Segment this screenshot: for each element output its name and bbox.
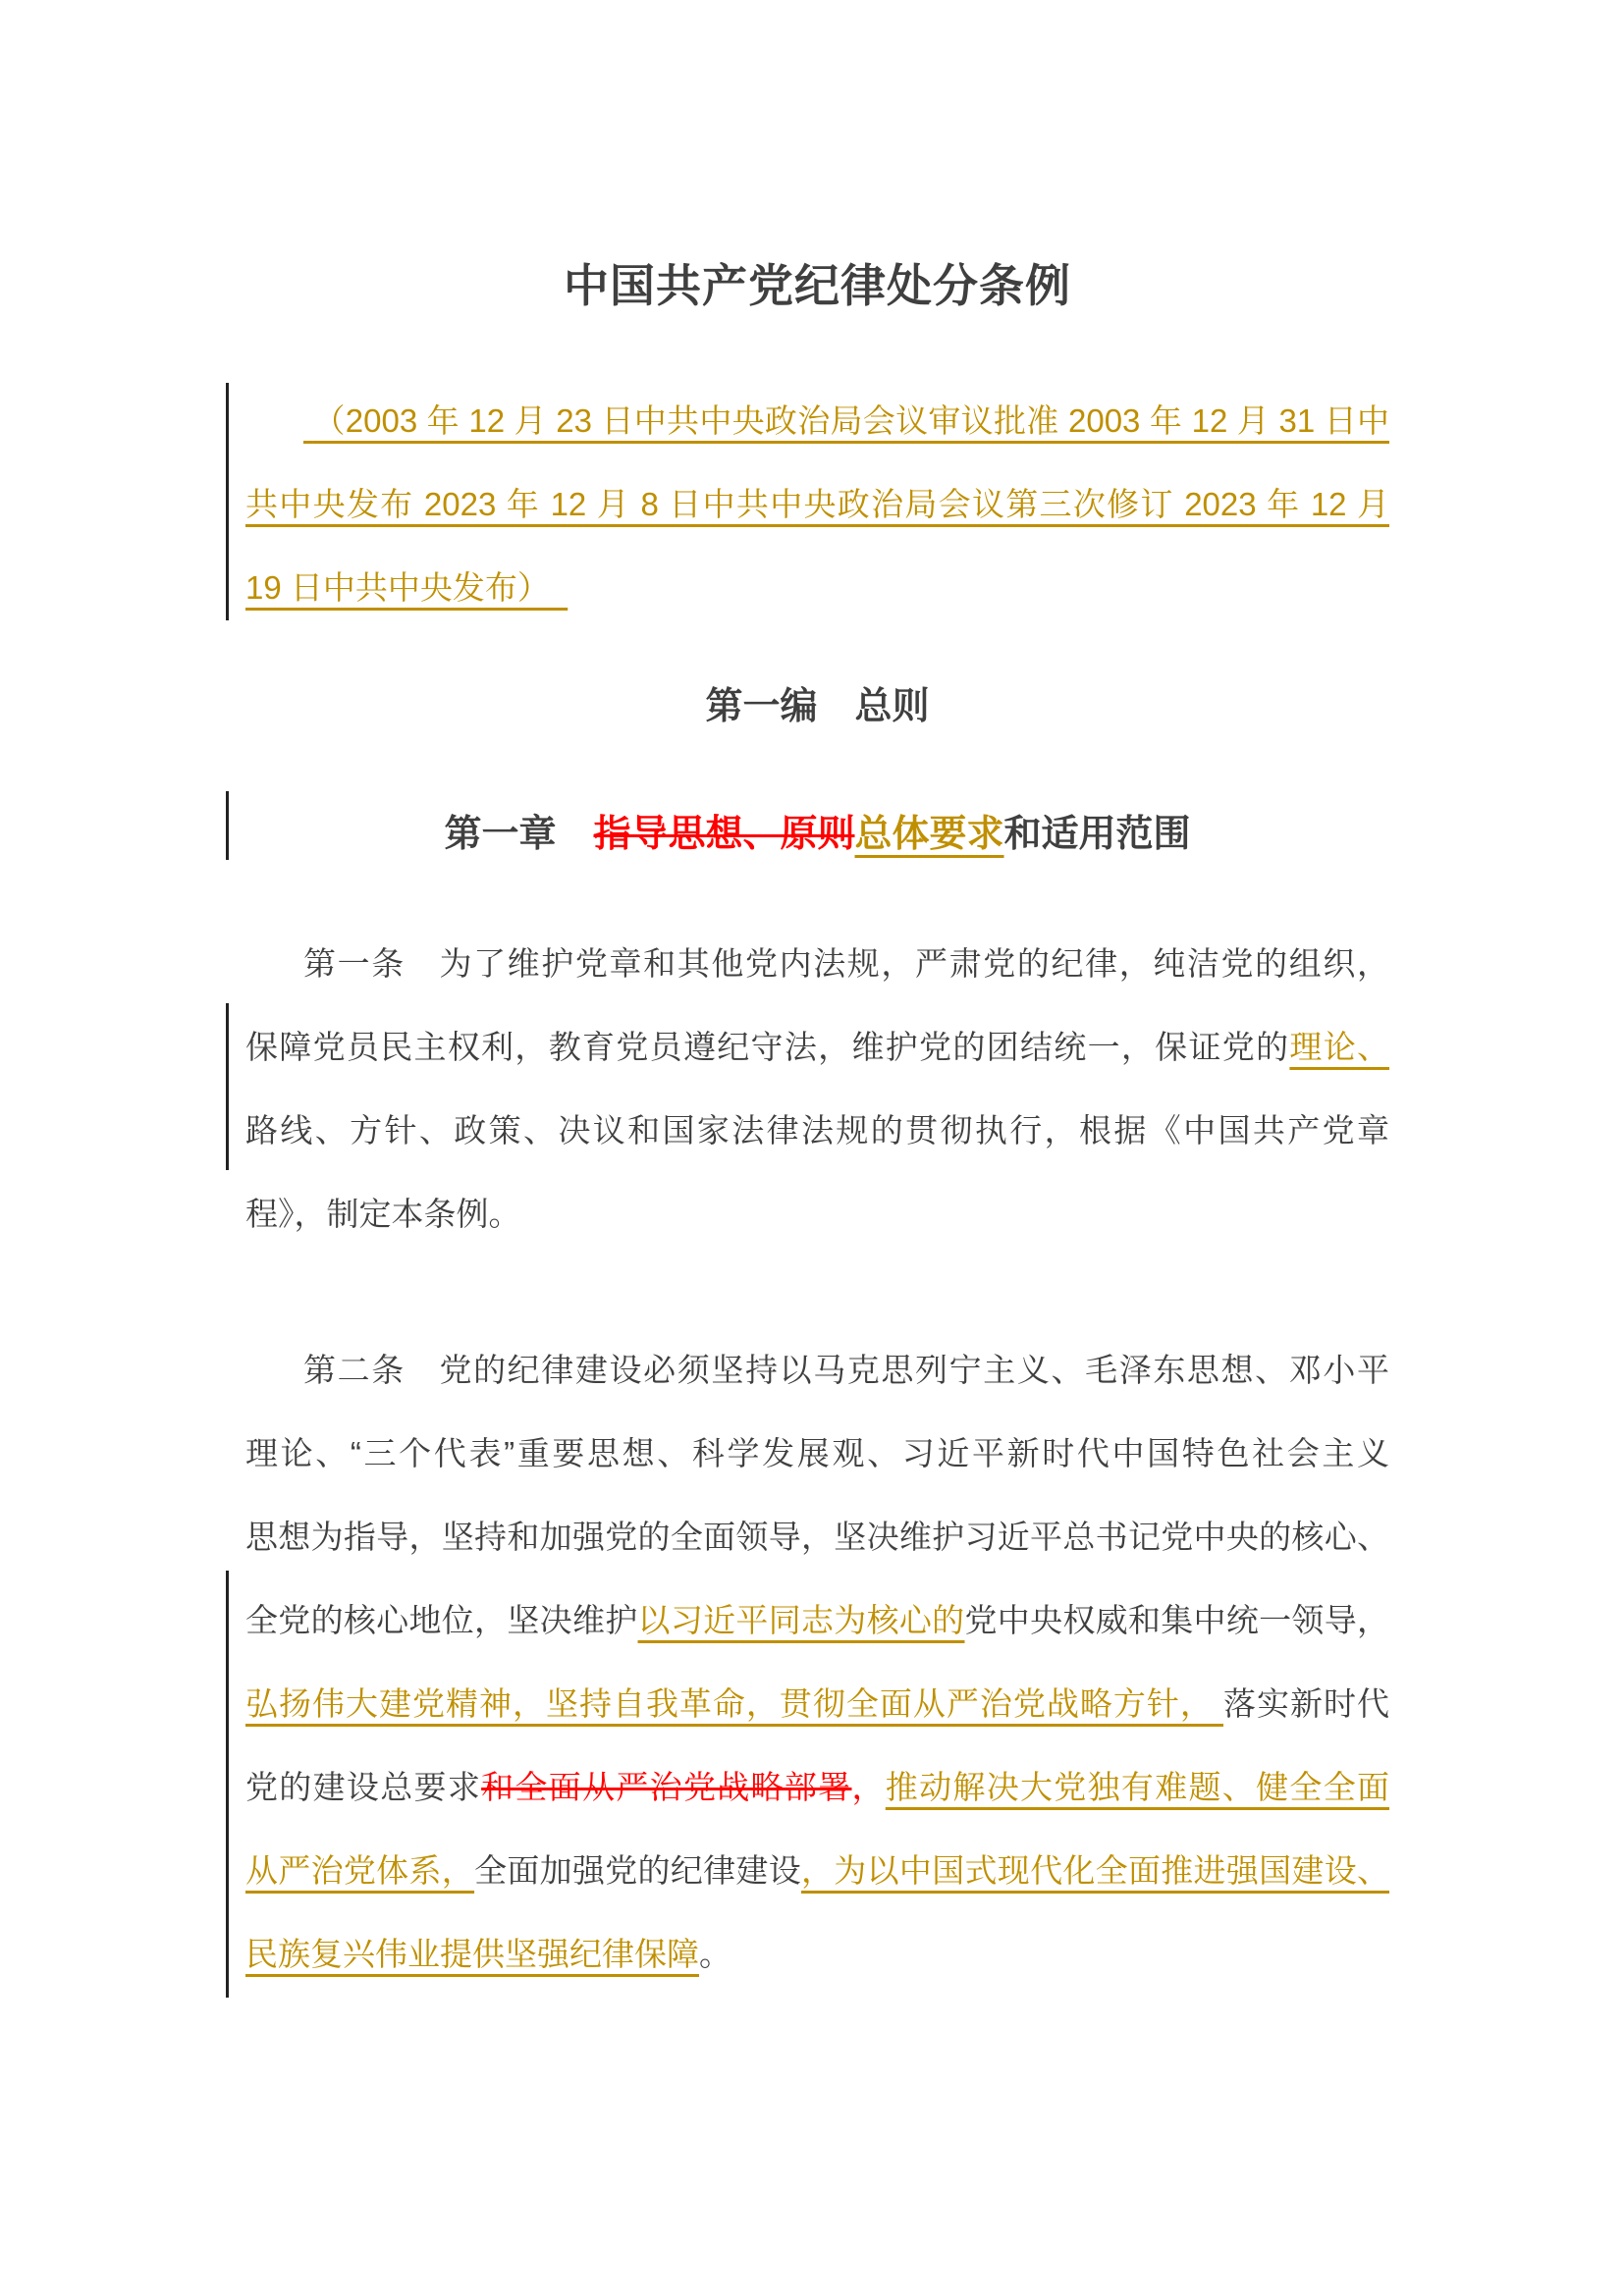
- text-run: 程》，制定本条例。: [245, 1196, 521, 1232]
- revision-note: [245, 379, 1389, 629]
- heading-line: [245, 793, 1389, 877]
- deleted-text-run: 指导思想、原则: [593, 814, 855, 855]
- change-bar: [226, 1571, 229, 1998]
- text-run: 第一章: [444, 814, 594, 855]
- text-run: 党中央权威和集中统一领导，: [964, 1602, 1390, 1638]
- inserted-text-run: 弘扬伟大建党精神，坚持自我革命，贯彻全面从严治党战略方针，: [245, 1685, 1224, 1722]
- article-paragraph: [245, 1328, 1389, 1996]
- text-line: [245, 1412, 1389, 1495]
- text-line: [245, 1829, 1389, 1912]
- text-run: 理论、“三个代表”重要思想、科学发展观、习近平新时代中国特色社会主义: [245, 1435, 1389, 1471]
- text-run: 。: [699, 1936, 731, 1972]
- text-run: 第一条 为了维护党章和其他党内法规，严肃党的纪律，纯洁党的组织，: [303, 945, 1389, 982]
- text-line: [245, 379, 1389, 462]
- text-line: [245, 1912, 1389, 1996]
- text-line: [245, 922, 1389, 1005]
- text-line: [245, 462, 1389, 546]
- article-paragraph: [245, 922, 1389, 1255]
- change-bar: [226, 791, 229, 860]
- text-line: [245, 1089, 1389, 1172]
- text-line: [245, 1578, 1389, 1662]
- document-content: [245, 0, 1389, 1996]
- inserted-text-run: 共中央发布 2023 年 12 月 8 日中共中央政治局会议第三次修订 2023 年 12 月: [245, 486, 1389, 522]
- inserted-text-run: ，为以中国式现代化全面推进强国建设、: [801, 1852, 1390, 1889]
- text-line: [245, 1495, 1389, 1578]
- deleted-text-run: 和全面从严治党战略部署: [481, 1769, 852, 1805]
- text-line: [245, 546, 1389, 629]
- text-line: [245, 1662, 1389, 1745]
- inserted-text-run: 民族复兴伟业提供坚强纪律保障: [245, 1936, 699, 1972]
- inserted-text-run: （2003 年 12 月 23 日中共中央政治局会议审议批准 2003 年 12 月 31 日中: [303, 402, 1389, 439]
- text-run: 路线、方针、政策、决议和国家法律法规的贯彻执行，根据《中国共产党章: [245, 1112, 1389, 1148]
- inserted-text-run: 推动解决大党独有难题、健全全面: [885, 1769, 1390, 1805]
- part-heading: [245, 666, 1389, 749]
- text-line: [245, 1328, 1389, 1412]
- inserted-text-run: 19 日中共中央发布）: [245, 569, 568, 606]
- text-run: 落实新时代: [1223, 1685, 1390, 1722]
- text-run: 和适用范围: [1003, 814, 1191, 855]
- text-line: [245, 1745, 1389, 1829]
- text-run: 思想为指导，坚持和加强党的全面领导，坚决维护习近平总书记党中央的核心、: [245, 1519, 1389, 1555]
- text-run: 全面加强党的纪律建设: [474, 1852, 802, 1889]
- heading-line: [245, 666, 1389, 749]
- inserted-text-run: 从严治党体系，: [245, 1852, 475, 1889]
- text-run: 第二条 党的纪律建设必须坚持以马克思列宁主义、毛泽东思想、邓小平: [303, 1352, 1389, 1388]
- inserted-text-run: 以习近平同志为核心的: [637, 1602, 965, 1638]
- deleted-text-run: ，: [851, 1769, 886, 1805]
- chapter-heading: [245, 793, 1389, 877]
- inserted-text-run: 理论、: [1289, 1029, 1390, 1065]
- text-line: [245, 1172, 1389, 1255]
- text-run: 全党的核心地位，坚决维护: [245, 1602, 638, 1638]
- text-line: [245, 1005, 1389, 1089]
- inserted-text-run: 总体要求: [854, 814, 1004, 855]
- text-run: 党的建设总要求: [245, 1769, 482, 1805]
- text-run: 保障党员民主权利，教育党员遵纪守法，维护党的团结统一，保证党的: [245, 1029, 1290, 1065]
- document-title: 中国共产党纪律处分条例: [564, 260, 1071, 311]
- change-bar: [226, 1003, 229, 1170]
- text-run: 第一编 总则: [705, 686, 930, 727]
- change-bar: [226, 383, 229, 620]
